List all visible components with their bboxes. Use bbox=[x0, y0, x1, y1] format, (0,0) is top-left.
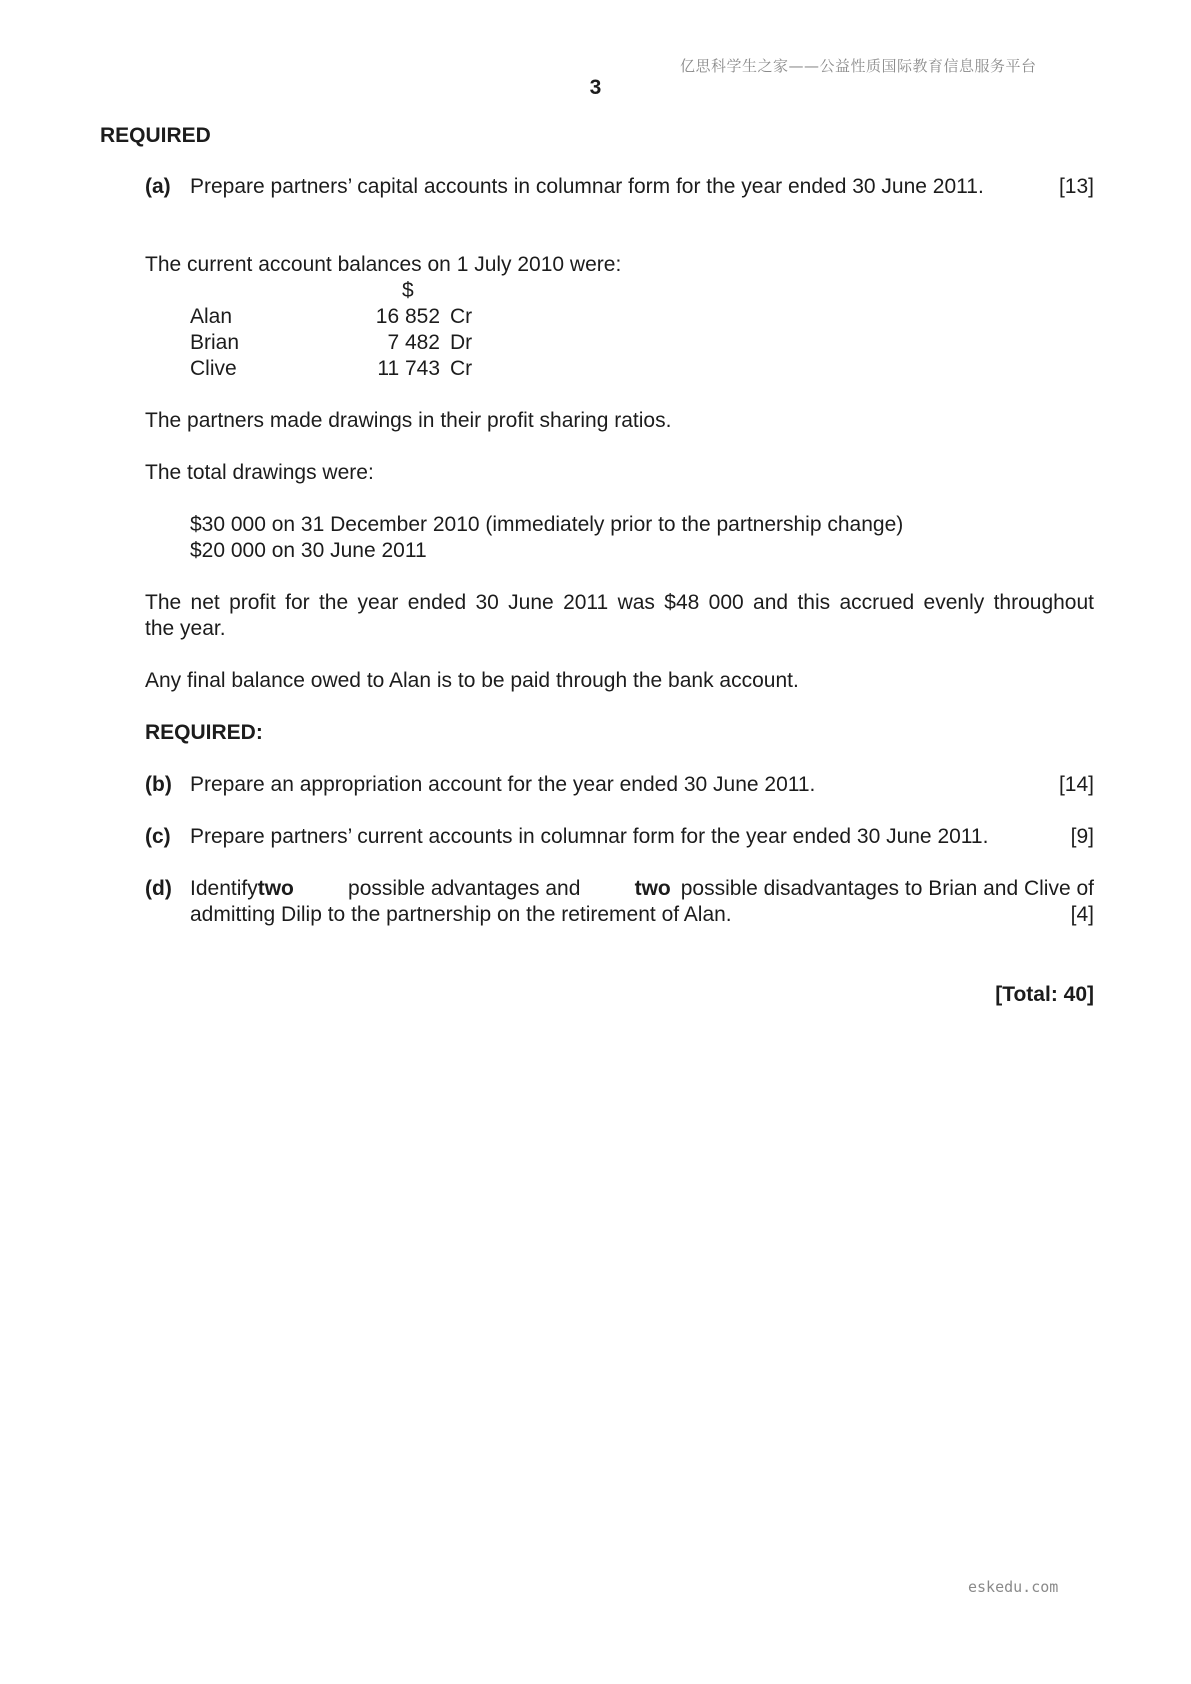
balance-type: Dr bbox=[450, 331, 473, 354]
question-d-line-2: admitting Dilip to the partnership on the retirement of Alan. bbox=[190, 903, 732, 926]
balance-amount: 11 743 bbox=[377, 357, 440, 380]
net-profit-line-1: The net profit for the year ended 30 June 2011 was $48 000 and this accrued evenly throughout bbox=[145, 591, 1094, 614]
balances-currency: $ bbox=[402, 279, 414, 302]
question-d-marks: [4] bbox=[1070, 903, 1094, 926]
question-c-letter: (c) bbox=[145, 825, 171, 848]
final-balance: Any final balance owed to Alan is to be paid through the bank account. bbox=[145, 669, 799, 692]
question-d-word: Identify bbox=[190, 877, 258, 900]
total-marks: [Total: 40] bbox=[995, 983, 1094, 1006]
question-a bbox=[0, 174, 1191, 200]
question-a-letter: (a) bbox=[145, 175, 171, 198]
balance-row bbox=[0, 304, 1191, 330]
balance-name: Brian bbox=[190, 331, 240, 354]
balance-name: Clive bbox=[190, 357, 237, 380]
question-c-marks: [9] bbox=[1070, 825, 1094, 848]
question-d-word: possible advantages and bbox=[348, 877, 581, 900]
question-b-marks: [14] bbox=[1058, 773, 1094, 796]
drawings-ratio: The partners made drawings in their profit sharing ratios. bbox=[145, 409, 672, 432]
drawings-total-intro: The total drawings were: bbox=[145, 461, 374, 484]
drawing-item: $20 000 on 30 June 2011 bbox=[190, 539, 427, 562]
balance-type: Cr bbox=[450, 357, 473, 380]
watermark-top: 亿思科学生之家——公益性质国际教育信息服务平台 bbox=[680, 57, 1037, 75]
question-d-line-1 bbox=[190, 876, 1094, 902]
question-d-letter: (d) bbox=[145, 877, 172, 900]
drawing-item: $30 000 on 31 December 2010 (immediately prior to the partnership change) bbox=[190, 513, 904, 536]
balance-name: Alan bbox=[190, 305, 233, 328]
question-d-line-2-row bbox=[0, 902, 1191, 928]
balance-type: Cr bbox=[450, 305, 473, 328]
question-c-text: Prepare partners’ current accounts in columnar form for the year ended 30 June 2011. bbox=[190, 825, 989, 848]
question-a-marks: [13] bbox=[1058, 175, 1094, 198]
watermark-bottom: eskedu.com bbox=[968, 1578, 1059, 1596]
question-d-emphasis: two bbox=[257, 877, 294, 900]
page-number: 3 bbox=[589, 76, 602, 99]
question-b-text: Prepare an appropriation account for the year ended 30 June 2011. bbox=[190, 773, 816, 796]
balance-amount: 16 852 bbox=[375, 305, 440, 328]
question-d-emphasis: two bbox=[634, 877, 671, 900]
net-profit-line-2: the year. bbox=[145, 617, 226, 640]
balance-row bbox=[0, 356, 1191, 382]
question-a-text: Prepare partners’ capital accounts in columnar form for the year ended 30 June 2011. bbox=[190, 175, 984, 198]
question-c bbox=[0, 824, 1191, 850]
question-b bbox=[0, 772, 1191, 798]
question-d-word: possible disadvantages to Brian and Clive of bbox=[680, 877, 1094, 900]
question-b-letter: (b) bbox=[145, 773, 172, 796]
balances-intro: The current account balances on 1 July 2010 were: bbox=[145, 253, 622, 276]
balance-row bbox=[0, 330, 1191, 356]
required-heading: REQUIRED bbox=[100, 124, 211, 147]
required-heading-2: REQUIRED: bbox=[145, 721, 263, 744]
balance-amount: 7 482 bbox=[387, 331, 440, 354]
question-d bbox=[0, 876, 1191, 902]
